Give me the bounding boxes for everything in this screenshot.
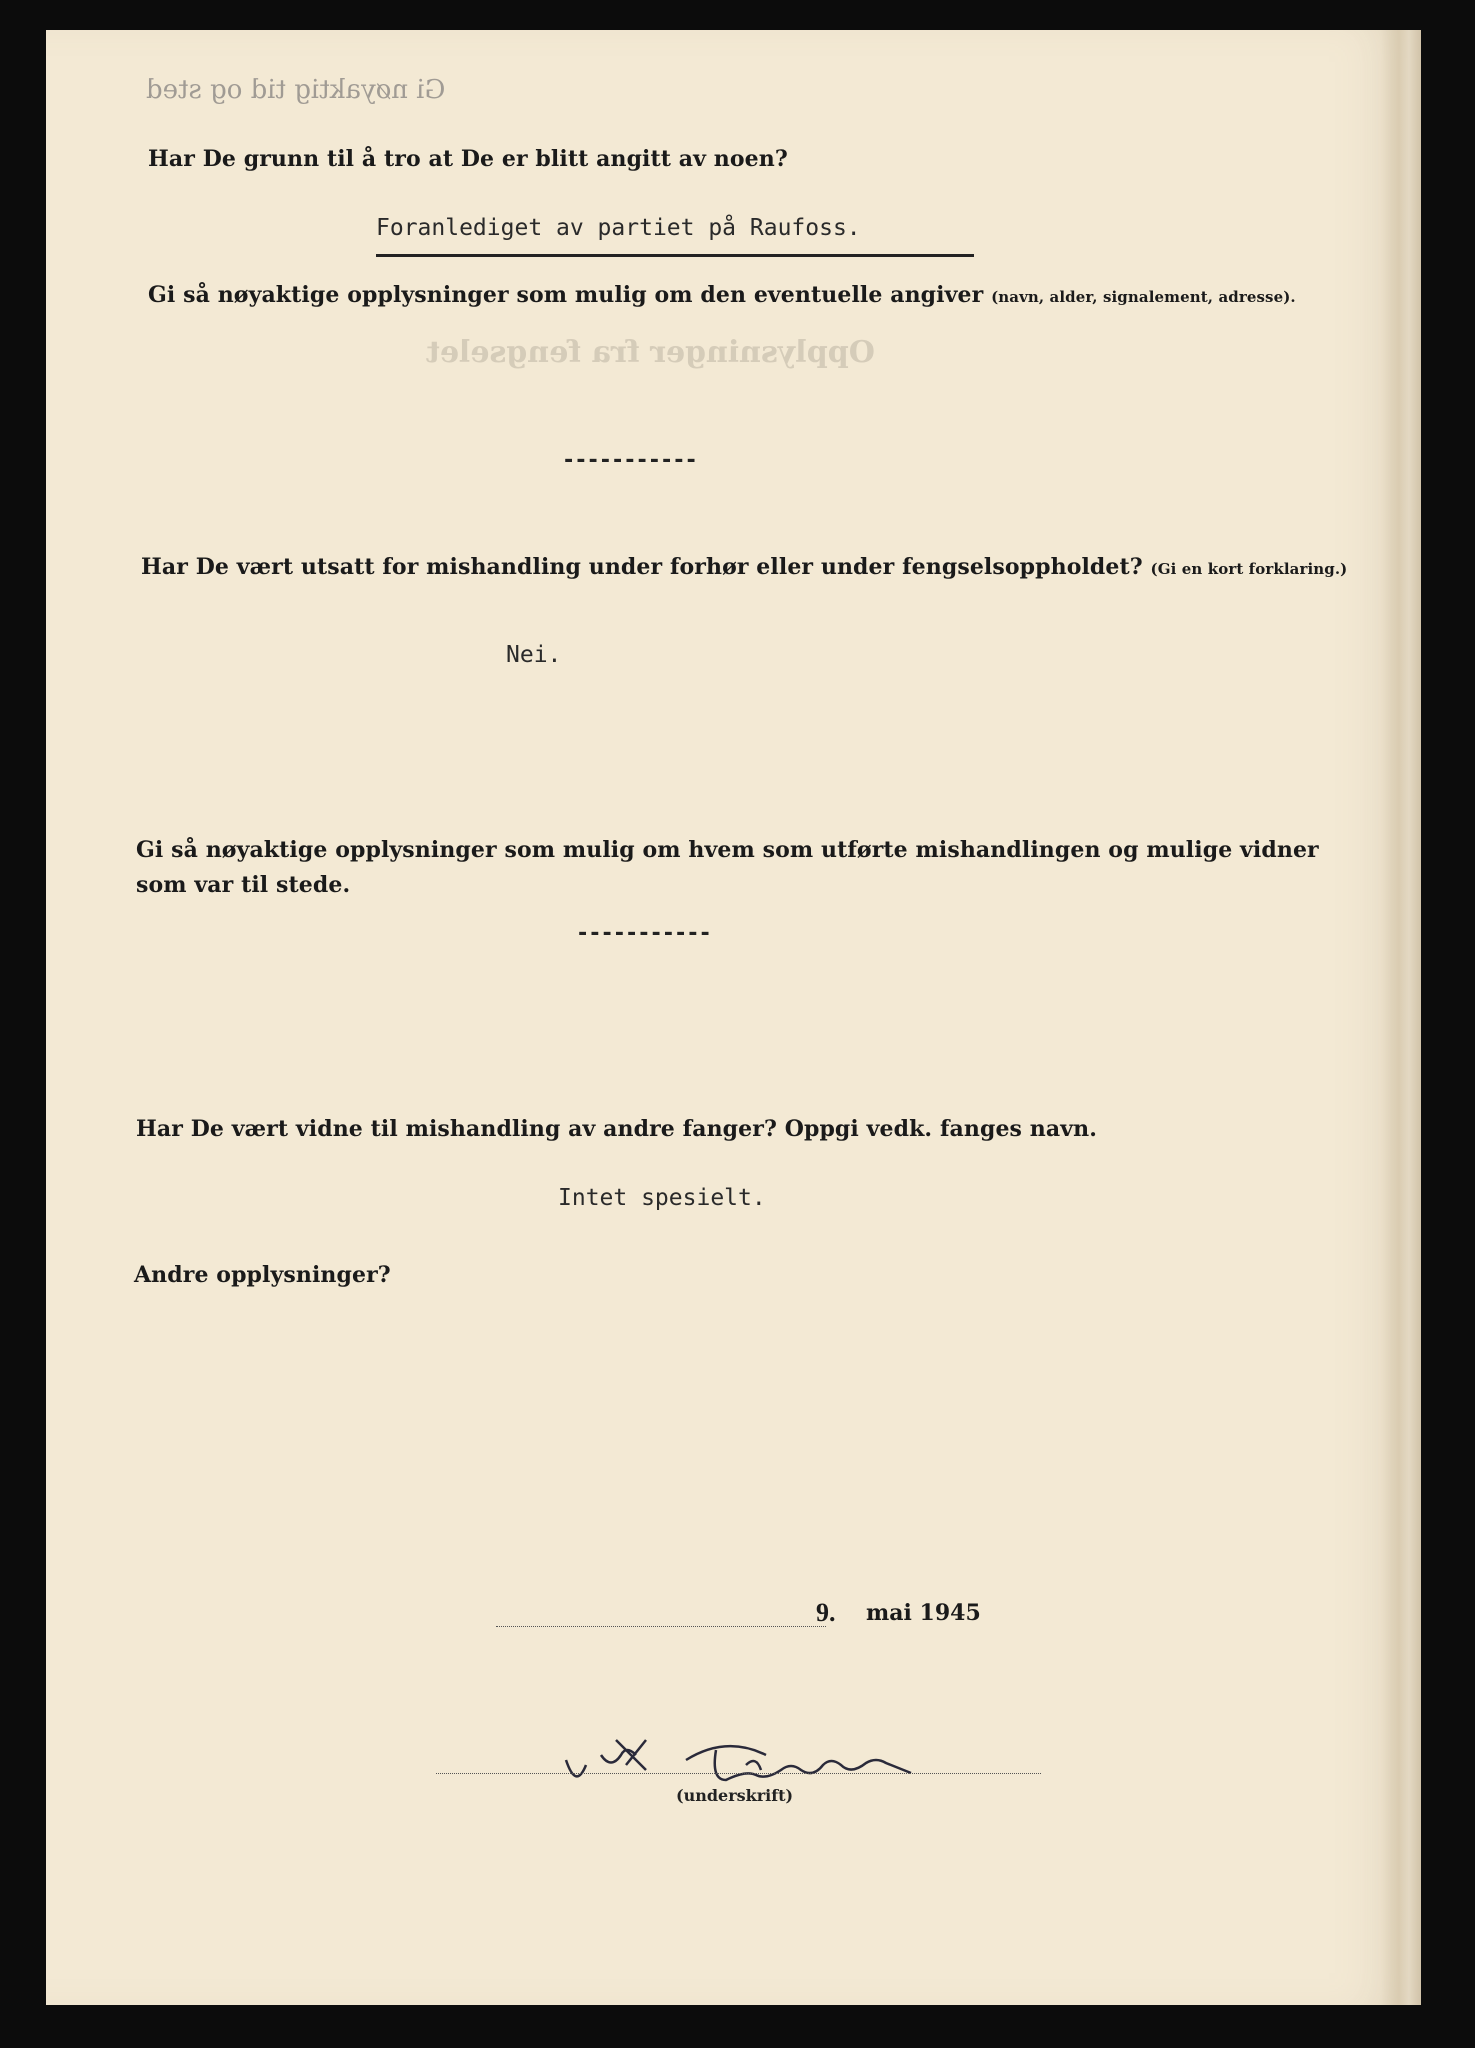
- dash-separator-1: -----------: [562, 448, 697, 473]
- date-text: mai 1945: [866, 1600, 981, 1626]
- signature-caption: (underskrift): [676, 1786, 794, 1805]
- question-perpetrators-line1: Gi så nøyaktige opplysninger som mulig om hvem som utførte mishandlingen og mulige vidner: [136, 837, 1319, 863]
- question-other-info: Andre opplysninger?: [134, 1262, 391, 1288]
- bleed-through-heading: Opplysninger fra fengselet: [426, 335, 875, 370]
- question-mistreatment: [141, 554, 1347, 580]
- dash-separator-2: -----------: [576, 921, 711, 946]
- question-informer-note: (navn, alder, signalement, adresse).: [991, 288, 1296, 306]
- answer-denounced: Foranlediget av partiet på Raufoss.: [376, 215, 861, 241]
- answer-underline: [376, 254, 974, 257]
- answer-witness: Intet spesielt.: [558, 1185, 766, 1211]
- question-informer-details: [148, 282, 1296, 308]
- date-place-line: [496, 1626, 826, 1627]
- question-denounced: Har De grunn til å tro at De er blitt angitt av noen?: [148, 146, 788, 172]
- date-day: 9.: [816, 1598, 836, 1627]
- question-mistreatment-main: Har De vært utsatt for mishandling under forhør eller under fengselsoppholdet?: [141, 554, 1143, 580]
- page-fold-shadow: [1381, 30, 1421, 2005]
- question-mistreatment-note: (Gi en kort forklaring.): [1150, 560, 1348, 578]
- answer-mistreatment: Nei.: [506, 642, 562, 668]
- signature-line: [436, 1773, 1041, 1774]
- bleed-through-text: Gi nøyaktig tid og sted: [146, 75, 446, 105]
- document-page: [46, 30, 1421, 2005]
- question-perpetrators-line2: som var til stede.: [136, 872, 351, 898]
- question-informer-main: Gi så nøyaktige opplysninger som mulig om den eventuelle angiver: [148, 282, 984, 308]
- question-witness: Har De vært vidne til mishandling av andre fanger? Oppgi vedk. fanges navn.: [136, 1116, 1097, 1142]
